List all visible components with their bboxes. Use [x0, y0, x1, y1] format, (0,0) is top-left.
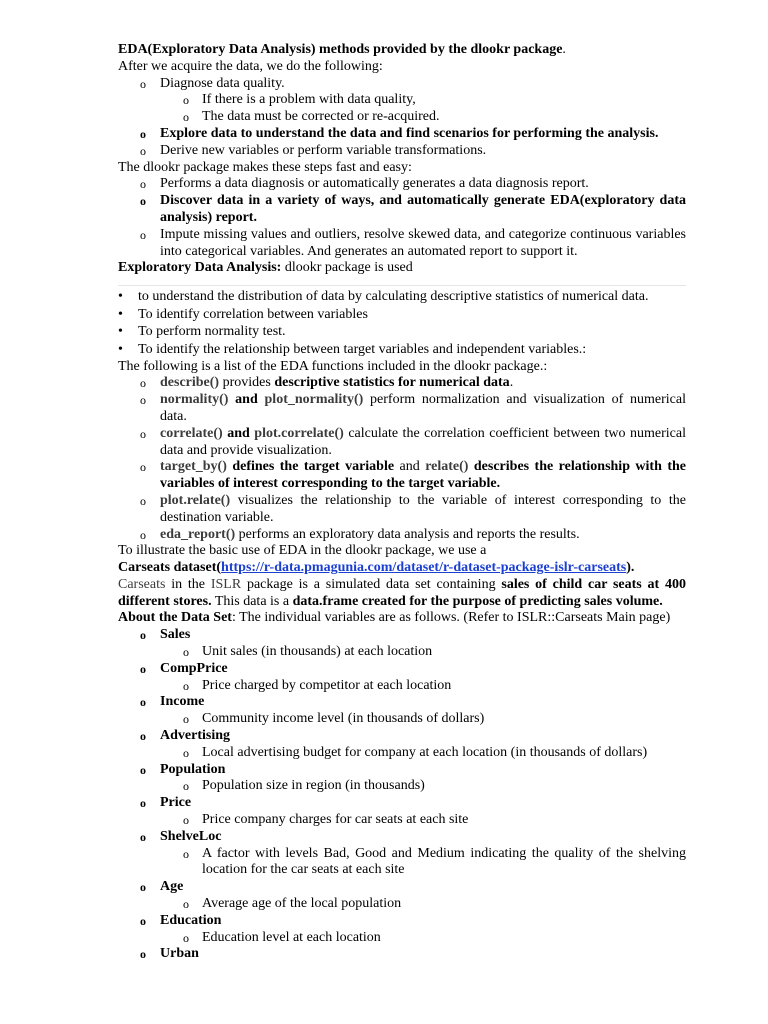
- fn-name: plot.relate(): [160, 492, 231, 508]
- intro-title-period: .: [562, 42, 566, 57]
- variable-desc: o Education level at each location: [118, 930, 686, 947]
- intro-substeps-list: [118, 92, 686, 126]
- fn-bold-text: describes the relationship with the variables of interest corresponding to the target variable.: [160, 459, 686, 492]
- eda-heading-rest: dlookr package is used: [281, 260, 413, 276]
- variable-desc: o Population size in region (in thousands): [118, 778, 686, 795]
- function-item-plot-relate: [118, 493, 686, 527]
- variable-name: o Income: [118, 694, 686, 711]
- list-item: • To identify the relationship between target variables and independent variables.:: [118, 341, 686, 359]
- dataset-link[interactable]: https://r-data.pmagunia.com/dataset/r-dataset-package-islr-carseats: [221, 560, 627, 576]
- about-line: [118, 610, 686, 627]
- dataset-close: ).: [626, 560, 635, 576]
- desc-mid: package is a simulated data set containing: [241, 576, 502, 592]
- variable-desc: o Average age of the local population: [118, 896, 686, 913]
- variable-desc: o Price charged by competitor at each location: [118, 678, 686, 695]
- functions-list: [118, 375, 686, 543]
- variable-name: o Education: [118, 913, 686, 930]
- desc-bold-2: data.frame created for the purpose of predicting sales volume.: [292, 593, 663, 609]
- variable-desc: o A factor with levels Bad, Good and Medium indicating the quality of the shelving location for the car seats at each site: [118, 846, 686, 880]
- dataset-line: [118, 560, 686, 577]
- fn-text: provides: [219, 375, 275, 391]
- dataset-label: Carseats: [118, 560, 171, 576]
- functions-intro: The following is a list of the EDA functions included in the dlookr package.:: [118, 358, 548, 374]
- fn-bold-text: defines the target variable: [226, 459, 395, 475]
- intro-steps-list-cont: [118, 126, 686, 160]
- fn-text: visualizes the relationship to the variable of interest corresponding to the destination variable.: [160, 492, 686, 525]
- fn-name: correlate(): [160, 425, 223, 441]
- fn-name: target_by(): [160, 459, 227, 475]
- desc-pkg: ISLR: [210, 576, 242, 592]
- eda-heading: Exploratory Data Analysis:: [118, 260, 282, 276]
- function-item-normality: [118, 392, 686, 426]
- fn-name: describe(): [160, 375, 220, 391]
- list-item: [118, 76, 686, 93]
- list-item: o If there is a problem with data quality,: [118, 92, 686, 109]
- fn-name: relate(): [425, 459, 469, 475]
- fn-text: calculate the correlation coefficient between two numerical data and provide visualization.: [160, 425, 686, 458]
- illustrate-line: To illustrate the basic use of EDA in the dlookr package, we use a: [118, 543, 487, 559]
- intro-title: EDA(Exploratory Data Analysis) methods provided by the dlookr package: [118, 42, 563, 57]
- variable-desc: o Local advertising budget for company at each location (in thousands of dollars): [118, 745, 686, 762]
- carseats-description: [118, 577, 686, 611]
- desc-bold-1: sales of child car seats at 400 different stores.: [118, 576, 686, 609]
- function-item-describe: [118, 375, 686, 392]
- eda-bullets-wrap: [118, 285, 686, 358]
- intro-after-acquire: After we acquire the data, we do the following:: [118, 58, 383, 74]
- list-item: o Derive new variables or perform variable transformations.: [118, 143, 686, 160]
- variable-desc: o Price company charges for car seats at each site: [118, 812, 686, 829]
- fn-bold-text: descriptive statistics for numerical data: [274, 375, 510, 391]
- fn-name: plot.correlate(): [254, 425, 344, 441]
- dataset-word: dataset(: [170, 560, 222, 576]
- list-item: o Explore data to understand the data and find scenarios for performing the analysis.: [118, 126, 686, 143]
- variable-desc: o Community income level (in thousands of dollars): [118, 711, 686, 728]
- variable-name: o Urban: [118, 946, 686, 963]
- list-item: • to understand the distribution of data by calculating descriptive statistics of numerical data.: [118, 288, 686, 306]
- step-text: Diagnose data quality.: [160, 75, 285, 91]
- list-item: o Performs a data diagnosis or automatically generates a data diagnosis report.: [118, 176, 686, 193]
- variable-name: o Population: [118, 762, 686, 779]
- easy-steps-list: [118, 176, 686, 260]
- list-item: • To identify correlation between variables: [118, 306, 686, 324]
- about-heading: About the Data Set: [118, 610, 232, 626]
- eda-bullets: [118, 288, 686, 358]
- variable-name: o ShelveLoc: [118, 829, 686, 846]
- list-item: • To perform normality test.: [118, 323, 686, 341]
- fn-and: and: [222, 425, 255, 441]
- fn-and: and: [394, 459, 426, 475]
- makes-easy-line: The dlookr package makes these steps fast and easy:: [118, 159, 412, 175]
- variable-name: o Sales: [118, 627, 686, 644]
- document-page: [118, 42, 686, 963]
- function-item-correlate: [118, 426, 686, 460]
- about-rest: : The individual variables are as follows. (Refer to ISLR::Carseats Main page): [231, 610, 671, 626]
- variable-name: o Advertising: [118, 728, 686, 745]
- variables-list: [118, 627, 686, 963]
- eda-heading-line: [118, 260, 686, 277]
- desc-name: Carseats: [118, 576, 166, 592]
- variable-name: o CompPrice: [118, 661, 686, 678]
- fn-text: performs an exploratory data analysis and reports the results.: [235, 526, 580, 542]
- variable-name: o Age: [118, 879, 686, 896]
- fn-and: and: [228, 392, 265, 408]
- fn-name: eda_report(): [160, 526, 236, 542]
- desc-mid-2: This data is a: [211, 593, 293, 609]
- variable-name: o Price: [118, 795, 686, 812]
- function-item-eda-report: [118, 527, 686, 544]
- intro-steps-list: [118, 76, 686, 93]
- fn-text-end: .: [509, 375, 514, 391]
- intro-title-line: [118, 42, 686, 59]
- list-item: o Impute missing values and outliers, resolve skewed data, and categorize continuous variables into categorical variables. And generates an automated report to support it.: [118, 227, 686, 261]
- fn-text: perform normalization and visualization of numerical data.: [160, 392, 686, 424]
- list-item: o The data must be corrected or re-acquired.: [118, 109, 686, 126]
- desc-in: in the: [165, 576, 211, 592]
- list-item: o Discover data in a variety of ways, and automatically generate EDA(exploratory data analysis) report.: [118, 193, 686, 227]
- fn-name: plot_normality(): [264, 392, 364, 408]
- fn-name: normality(): [160, 392, 229, 408]
- function-item-target-by: [118, 459, 686, 493]
- variable-desc: o Unit sales (in thousands) at each location: [118, 644, 686, 661]
